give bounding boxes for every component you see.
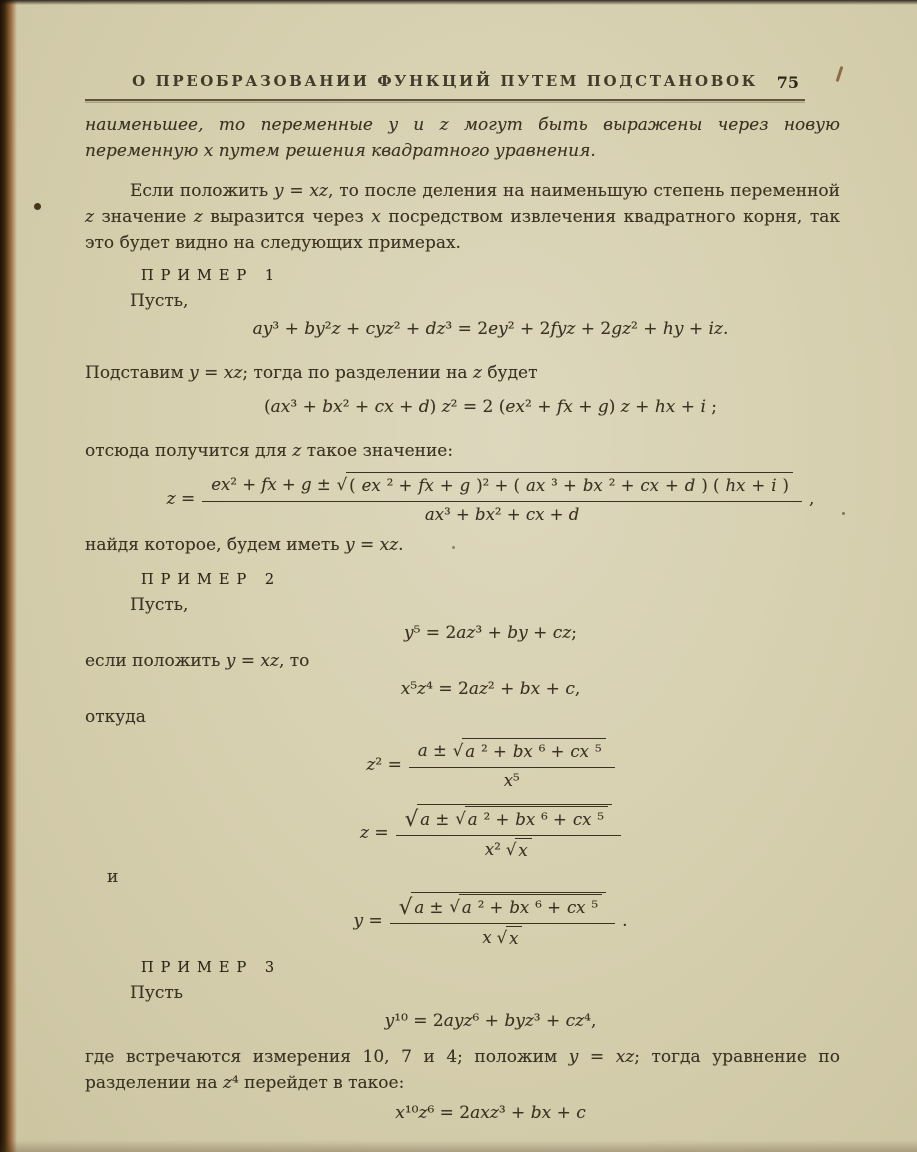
fraction-denominator xyxy=(485,836,532,862)
example-1-lead-in: Пусть, xyxy=(130,291,189,311)
denominator-square-root xyxy=(506,838,532,862)
equation-example3-divided xyxy=(85,1100,840,1126)
radicand-prefix: a ± xyxy=(414,898,444,917)
denominator-text: ax³ + bx² + cx + d xyxy=(424,505,580,524)
equation-text: x¹⁰z⁶ = 2axz³ + bx + c xyxy=(395,1103,586,1123)
denominator-text: x⁵ xyxy=(503,771,520,790)
equation-text: y⁵ = 2az³ + by + cz; xyxy=(403,623,578,643)
radical-sign-icon: √ xyxy=(496,928,508,947)
denominator-prefix: x² xyxy=(484,840,501,859)
equation-lhs: z² = xyxy=(366,755,402,775)
inner-radicand: a ² + bx ⁶ + cx ⁵ xyxy=(465,806,608,832)
equation-lhs: y = xyxy=(353,911,383,931)
fraction-numerator xyxy=(409,738,615,768)
inner-square-root xyxy=(449,894,602,920)
fraction-numerator xyxy=(202,472,802,502)
radical-sign-icon: √ xyxy=(455,809,466,828)
radical-sign-icon: √ xyxy=(452,741,464,760)
paper-speck xyxy=(842,512,845,515)
radical-sign-icon: √ xyxy=(398,895,413,920)
equation-lhs: z = xyxy=(360,823,389,843)
numerator-prefix: a ± xyxy=(417,741,447,760)
paper-speck xyxy=(34,203,41,210)
equation-example1-solution xyxy=(85,472,840,526)
radicand xyxy=(411,892,606,920)
fraction-numerator xyxy=(390,892,615,924)
radicand-prefix: a ± xyxy=(420,810,450,829)
intro-paragraph: Если положить y = xz, то после деления на наименьшую степень переменной z значение z выразится через x посредством извлечения квадратного корня, так это будет видно на следующих примерах. xyxy=(85,181,840,253)
fraction-denominator xyxy=(504,768,520,792)
equation-text: y¹⁰ = 2ayz⁶ + byz³ + cz⁴, xyxy=(384,1011,597,1031)
example-2-hence-paragraph: откуда xyxy=(85,707,146,727)
example-3-dimensions-paragraph: где встречаются измерения 10, 7 и 4; положим y = xz; тогда уравнение по разделении на z⁴ перейдет в такое: xyxy=(85,1047,840,1093)
square-root xyxy=(453,738,606,764)
equation-example2-divided xyxy=(85,676,840,702)
header-rule xyxy=(85,99,805,101)
radicand xyxy=(417,804,612,832)
equation-example1-main xyxy=(85,316,840,342)
fraction xyxy=(390,892,615,950)
equation-example3-main xyxy=(85,1008,840,1034)
equation-text: ay³ + by²z + cyz² + dz³ = 2ey² + 2fyz + 2gz² + hy + iz. xyxy=(252,319,729,339)
page-content xyxy=(85,112,840,1126)
radical-sign-icon: √ xyxy=(505,840,517,859)
equation-example2-main xyxy=(85,620,840,646)
pen-mark xyxy=(836,66,844,82)
outer-square-root xyxy=(405,804,612,832)
example-1-heading: ПРИМЕР 1 xyxy=(141,268,282,284)
page-edge-top xyxy=(0,0,917,5)
example-3-lead-in: Пусть xyxy=(130,983,184,1003)
example-2-substitute-paragraph: если положить y = xz, то xyxy=(85,651,310,671)
denominator-radicand: x xyxy=(515,838,531,862)
fraction-numerator xyxy=(396,804,621,836)
running-title: О ПРЕОБРАЗОВАНИИ ФУНКЦИЙ ПУТЕМ ПОДСТАНОВОК xyxy=(132,72,758,90)
example-2-connector: и xyxy=(107,867,119,887)
page-edge-left xyxy=(0,0,17,1152)
radical-sign-icon: √ xyxy=(449,897,460,916)
outer-square-root xyxy=(399,892,606,920)
fraction xyxy=(409,738,615,792)
square-root xyxy=(337,472,793,498)
inner-square-root xyxy=(455,806,608,832)
fraction-denominator xyxy=(425,502,579,526)
equation-example2-z-squared xyxy=(85,738,840,792)
fraction xyxy=(202,472,802,526)
inner-radicand: a ² + bx ⁶ + cx ⁵ xyxy=(459,894,602,920)
equation-example2-z xyxy=(85,804,840,862)
equation-text: (ax³ + bx² + cx + d) z² = 2 (ex² + fx + g) z + hx + i ; xyxy=(263,397,718,417)
lead-paragraph: наименьшее, то переменные y и z могут быть выражены через новую переменную x путем решения квадратного уравнения. xyxy=(85,115,840,161)
example-1-hence-paragraph: отсюда получится для z такое значение: xyxy=(85,441,454,461)
equation-example1-divided xyxy=(85,394,840,420)
equation-trailing-punctuation: , xyxy=(808,489,815,509)
equation-text: x⁵z⁴ = 2az² + bx + c, xyxy=(400,679,581,699)
fraction xyxy=(396,804,621,862)
example-3-heading: ПРИМЕР 3 xyxy=(141,960,282,976)
radical-sign-icon: √ xyxy=(336,475,348,494)
radicand: ( ex ² + fx + g )² + ( ax ³ + bx ² + cx + d ) ( hx + i ) xyxy=(346,472,793,498)
radicand: a ² + bx ⁶ + cx ⁵ xyxy=(462,738,605,764)
denominator-radicand: x xyxy=(506,926,522,950)
numerator-prefix: ex² + fx + g ± xyxy=(211,475,331,494)
equation-trailing-punctuation: . xyxy=(622,911,628,931)
example-1-result-paragraph: найдя которое, будем иметь y = xz. xyxy=(85,535,404,555)
example-1-substitute-paragraph: Подставим y = xz; тогда по разделении на z будет xyxy=(85,363,538,383)
radical-sign-icon: √ xyxy=(404,807,419,832)
running-header xyxy=(85,72,805,94)
example-2-lead-in: Пусть, xyxy=(130,595,189,615)
denominator-square-root xyxy=(497,926,523,950)
fraction-denominator xyxy=(482,924,522,950)
equation-lhs: z = xyxy=(166,489,196,509)
denominator-prefix: x xyxy=(482,928,492,947)
page-edge-bottom xyxy=(0,1140,917,1152)
page-number: 75 xyxy=(776,73,799,92)
equation-example2-y xyxy=(85,892,840,950)
example-2-heading: ПРИМЕР 2 xyxy=(141,572,282,588)
